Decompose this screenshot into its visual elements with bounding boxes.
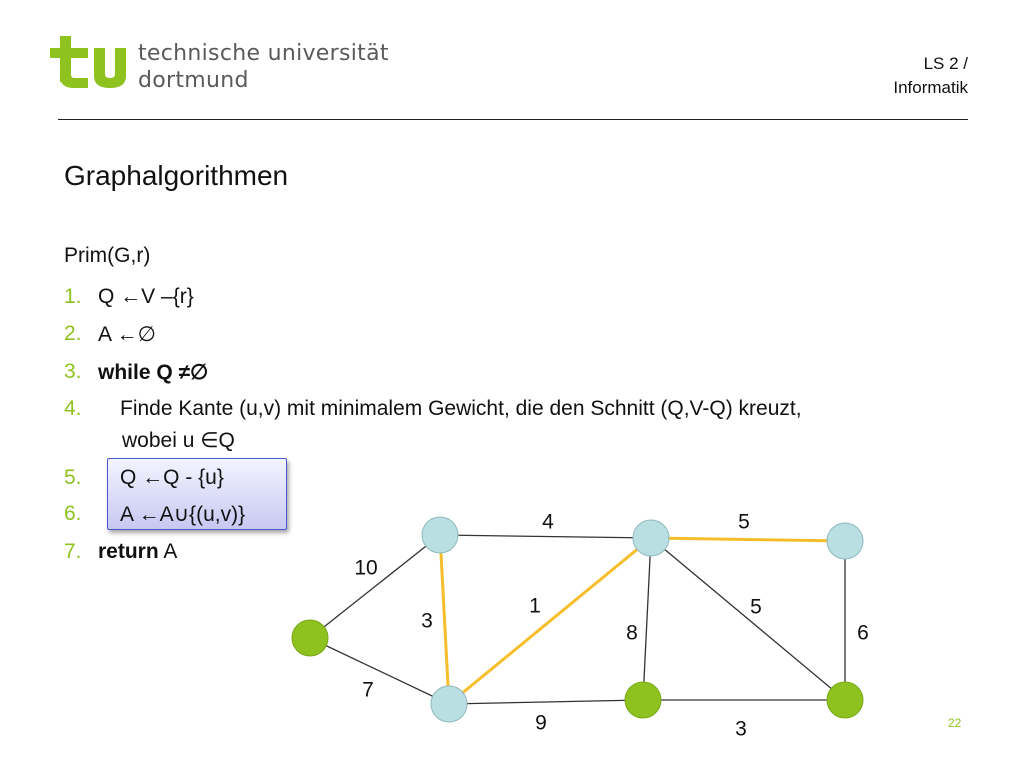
edge-c-d-tree xyxy=(449,538,651,704)
line-condition: Q ≠∅ xyxy=(156,361,209,384)
line-number: 6. xyxy=(64,502,82,525)
page-number: 22 xyxy=(948,716,962,730)
logo-line-1: technische universität xyxy=(138,41,389,66)
logo-line-2: dortmund xyxy=(138,68,249,93)
edge-weight-label: 9 xyxy=(535,711,547,735)
graph-node-a-visited xyxy=(292,620,328,656)
edge-weight-label: 3 xyxy=(735,717,747,741)
edge-weight-label: 1 xyxy=(529,594,541,618)
edge-weight-label: 3 xyxy=(421,609,433,633)
edge-weight-label: 6 xyxy=(857,621,869,645)
line-text: A ←∅ xyxy=(98,323,156,346)
edge-weight-label: 8 xyxy=(626,621,638,645)
line-number: 2. xyxy=(64,322,82,345)
return-value: A xyxy=(163,540,178,563)
line-text-continued: wobei u ∈Q xyxy=(122,429,235,452)
graph-node-c-unvisited xyxy=(431,686,467,722)
edge-weight-label: 7 xyxy=(362,678,374,702)
chair-line-1: LS 2 / xyxy=(923,54,968,73)
graph-node-e-unvisited xyxy=(827,523,863,559)
edge-weight-label: 5 xyxy=(750,595,762,619)
edge-d-f xyxy=(643,538,651,700)
graph-nodes xyxy=(292,517,863,722)
edge-weight-label: 4 xyxy=(542,510,554,534)
edge-d-e-tree xyxy=(651,538,845,541)
graph-node-d-unvisited xyxy=(633,520,669,556)
chair-line-2: Informatik xyxy=(893,78,968,97)
edge-a-c xyxy=(310,638,449,704)
edge-weight-label: 10 xyxy=(354,556,378,580)
line-text: Q ←V –{r} xyxy=(98,285,194,308)
edge-b-c-tree xyxy=(440,535,449,704)
slide-title: Graphalgorithmen xyxy=(64,160,289,191)
line-number: 7. xyxy=(64,540,82,563)
line-text: A ←A∪{(u,v)} xyxy=(120,503,246,526)
graph-edges xyxy=(310,535,845,704)
edge-d-g xyxy=(651,538,845,700)
line-number: 1. xyxy=(64,285,82,308)
line-number: 5. xyxy=(64,466,82,489)
keyword-return: return xyxy=(98,540,159,563)
graph-node-f-visited xyxy=(625,682,661,718)
line-text: Finde Kante (u,v) mit minimalem Gewicht, die den Schnitt (Q,V-Q) kreuzt, xyxy=(120,397,802,420)
graph-node-g-visited xyxy=(827,682,863,718)
keyword-while: while xyxy=(98,361,151,384)
line-text: Q ←Q - {u} xyxy=(120,466,224,489)
algorithm-header: Prim(G,r) xyxy=(64,244,151,267)
edge-b-d xyxy=(440,535,651,538)
edge-c-f xyxy=(449,700,643,704)
graph-node-b-unvisited xyxy=(422,517,458,553)
line-number: 3. xyxy=(64,360,82,383)
edge-weight-label: 5 xyxy=(738,510,750,534)
line-number: 4. xyxy=(64,397,82,420)
